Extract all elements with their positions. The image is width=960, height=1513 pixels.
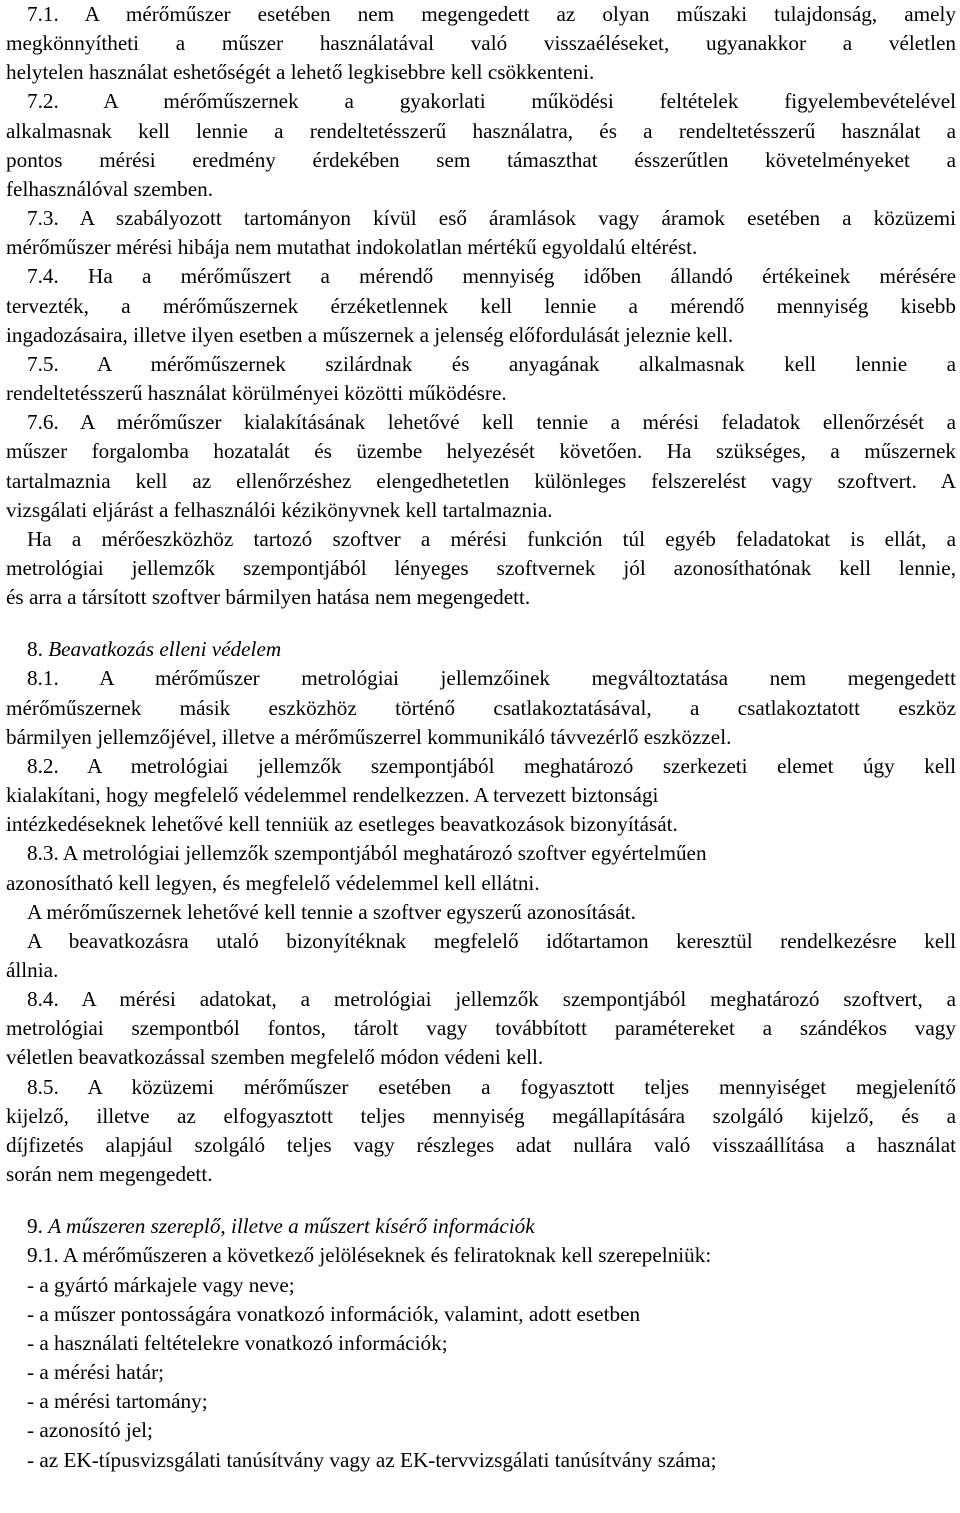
section-spacer <box>6 1189 956 1212</box>
paragraph-7-2 <box>6 87 956 204</box>
text-line: állnia. <box>6 958 59 982</box>
text-line: tartalmaznia kell az ellenőrzéshez elengedhetetlen különleges felszerelést vagy szoftvert. A <box>6 468 956 493</box>
text-line: 8.3. A metrológiai jellemzők szempontjából meghatározó szoftver egyértelműen <box>27 841 707 866</box>
text-line: Ha a mérőeszközhöz tartozó szoftver a mérési funkción túl egyéb feladatokat is ellát, a <box>27 526 956 551</box>
list-item: - a mérési határ; <box>27 1360 165 1385</box>
paragraph-7-1 <box>6 0 956 87</box>
text-line: megkönnyítheti a műszer használatával való visszaéléseket, ugyanakkor a véletlen <box>6 31 956 56</box>
paragraph-8-2 <box>6 752 956 839</box>
text-line: 8.1. A mérőműszer metrológiai jellemzőinek megváltoztatása nem megengedett <box>27 666 956 691</box>
text-line: mérőműszernek másik eszközhöz történő csatlakoztatásával, a csatlakoztatott eszköz <box>6 695 956 720</box>
text-line: pontos mérési eredmény érdekében sem támaszthat ésszerűtlen követelményeket a <box>6 147 956 172</box>
text-line: vizsgálati eljárást a felhasználói kézikönyvnek kell tartalmaznia. <box>6 497 553 522</box>
section-heading-8 <box>6 635 956 664</box>
text-line: helytelen használat eshetőségét a lehető legkisebbre kell csökkenteni. <box>6 60 595 85</box>
list-item: - azonosító jel; <box>27 1418 153 1443</box>
text-line: 8.4. A mérési adatokat, a metrológiai jellemzők szempontjából meghatározó szoftvert, a <box>27 987 956 1012</box>
text-line: 7.1. A mérőműszer esetében nem megengedett az olyan műszaki tulajdonság, amely <box>27 2 956 26</box>
text-line: azonosítható kell legyen, és megfelelő védelemmel kell ellátni. <box>6 870 540 895</box>
text-line: felhasználóval szemben. <box>6 176 214 201</box>
text-line: és arra a társított szoftver bármilyen hatása nem megengedett. <box>6 585 531 610</box>
text-line: A beavatkozásra utaló bizonyítéknak megfelelő időtartamon keresztül rendelkezésre kell <box>27 928 956 953</box>
section-title: A műszeren szereplő, illetve a műszert kísérő információk <box>48 1214 535 1239</box>
paragraph-9-1 <box>6 1241 956 1270</box>
text-line: kijelző, illetve az elfogyasztott teljes mennyiség megállapítására szolgáló kijelző, és a <box>6 1103 956 1128</box>
paragraph-8-3-identification <box>6 898 956 927</box>
paragraph-8-3-evidence <box>6 927 956 985</box>
text-line: 7.3. A szabályozott tartományon kívül eső áramlások vagy áramok esetében a közüzemi <box>27 206 956 231</box>
text-line: véletlen beavatkozással szemben megfelelő módon védeni kell. <box>6 1045 544 1070</box>
paragraph-7-4 <box>6 262 956 349</box>
list-item: - az EK-típusvizsgálati tanúsítvány vagy az EK-tervvizsgálati tanúsítvány száma; <box>27 1447 717 1472</box>
text-line: során nem megengedett. <box>6 1162 213 1187</box>
text-line: 8.5. A közüzemi mérőműszer esetében a fogyasztott teljes mennyiséget megjelenítő <box>27 1074 956 1099</box>
list-item: - a műszer pontosságára vonatkozó információk, valamint, adott esetben <box>27 1301 641 1326</box>
section-number: 9. <box>27 1214 43 1239</box>
text-line: alkalmasnak kell lennie a rendeltetésszerű használatra, és a rendeltetésszerű használat a <box>6 118 956 143</box>
paragraph-7-6 <box>6 408 956 525</box>
paragraph-7-3 <box>6 204 956 262</box>
marking-list <box>6 1271 956 1475</box>
paragraph-7-6-software <box>6 525 956 612</box>
text-line: 8.2. A metrológiai jellemzők szempontjából meghatározó szerkezeti elemet úgy kell <box>27 753 956 778</box>
list-item: - a használati feltételekre vonatkozó információk; <box>27 1330 448 1355</box>
text-line: 7.6. A mérőműszer kialakításának lehetővé kell tennie a mérési feladatok ellenőrzését a <box>27 410 956 435</box>
text-line: 9.1. A mérőműszeren a következő jelöléseknek és feliratoknak kell szerepelniük: <box>27 1243 712 1268</box>
section-spacer <box>6 612 956 635</box>
paragraph-8-3 <box>6 839 956 897</box>
paragraph-8-4 <box>6 985 956 1072</box>
text-line: 7.2. A mérőműszernek a gyakorlati működési feltételek figyelembevételével <box>27 89 956 114</box>
paragraph-8-5 <box>6 1073 956 1190</box>
text-line: díjfizetés alapjául szolgáló teljes vagy részleges adat nullára való visszaállítása a használat <box>6 1132 956 1157</box>
text-line: 7.4. Ha a mérőműszert a mérendő mennyiség időben állandó értékeinek mérésére <box>27 264 956 289</box>
paragraph-8-1 <box>6 664 956 751</box>
text-line: 7.5. A mérőműszernek szilárdnak és anyagának alkalmasnak kell lennie a <box>27 351 956 376</box>
text-line: bármilyen jellemzőjével, illetve a mérőműszerrel kommunikáló távvezérlő eszközzel. <box>6 724 732 749</box>
section-heading-9 <box>6 1212 956 1241</box>
text-line: intézkedéseknek lehetővé kell tenniük az esetleges beavatkozások bizonyítását. <box>6 812 678 837</box>
text-line: ingadozásaira, illetve ilyen esetben a műszernek a jelenség előfordulását jeleznie kell. <box>6 322 734 347</box>
text-line: rendeltetésszerű használat körülményei közötti működésre. <box>6 381 507 406</box>
text-line: metrológiai szempontból fontos, tárolt vagy továbbított paramétereket a szándékos vagy <box>6 1016 956 1041</box>
document-page <box>6 0 956 1475</box>
list-item: - a mérési tartomány; <box>27 1389 208 1414</box>
text-line: tervezték, a mérőműszernek érzéketlennek kell lennie a mérendő mennyiség kisebb <box>6 293 956 318</box>
text-line: mérőműszer mérési hibája nem mutathat indokolatlan mértékű egyoldalú eltérést. <box>6 235 698 260</box>
text-line: metrológiai jellemzők szempontjából lényeges szoftvernek jól azonosíthatónak kell lennie, <box>6 555 956 580</box>
text-line: A mérőműszernek lehetővé kell tennie a szoftver egyszerű azonosítását. <box>27 899 636 924</box>
list-item: - a gyártó márkajele vagy neve; <box>27 1272 295 1297</box>
text-line: kialakítani, hogy megfelelő védelemmel rendelkezzen. A tervezett biztonsági <box>6 783 659 808</box>
section-title: Beavatkozás elleni védelem <box>48 637 282 662</box>
text-line: műszer forgalomba hozatalát és üzembe helyezését követően. Ha szükséges, a műszernek <box>6 439 956 464</box>
section-number: 8. <box>27 637 43 662</box>
paragraph-7-5 <box>6 350 956 408</box>
